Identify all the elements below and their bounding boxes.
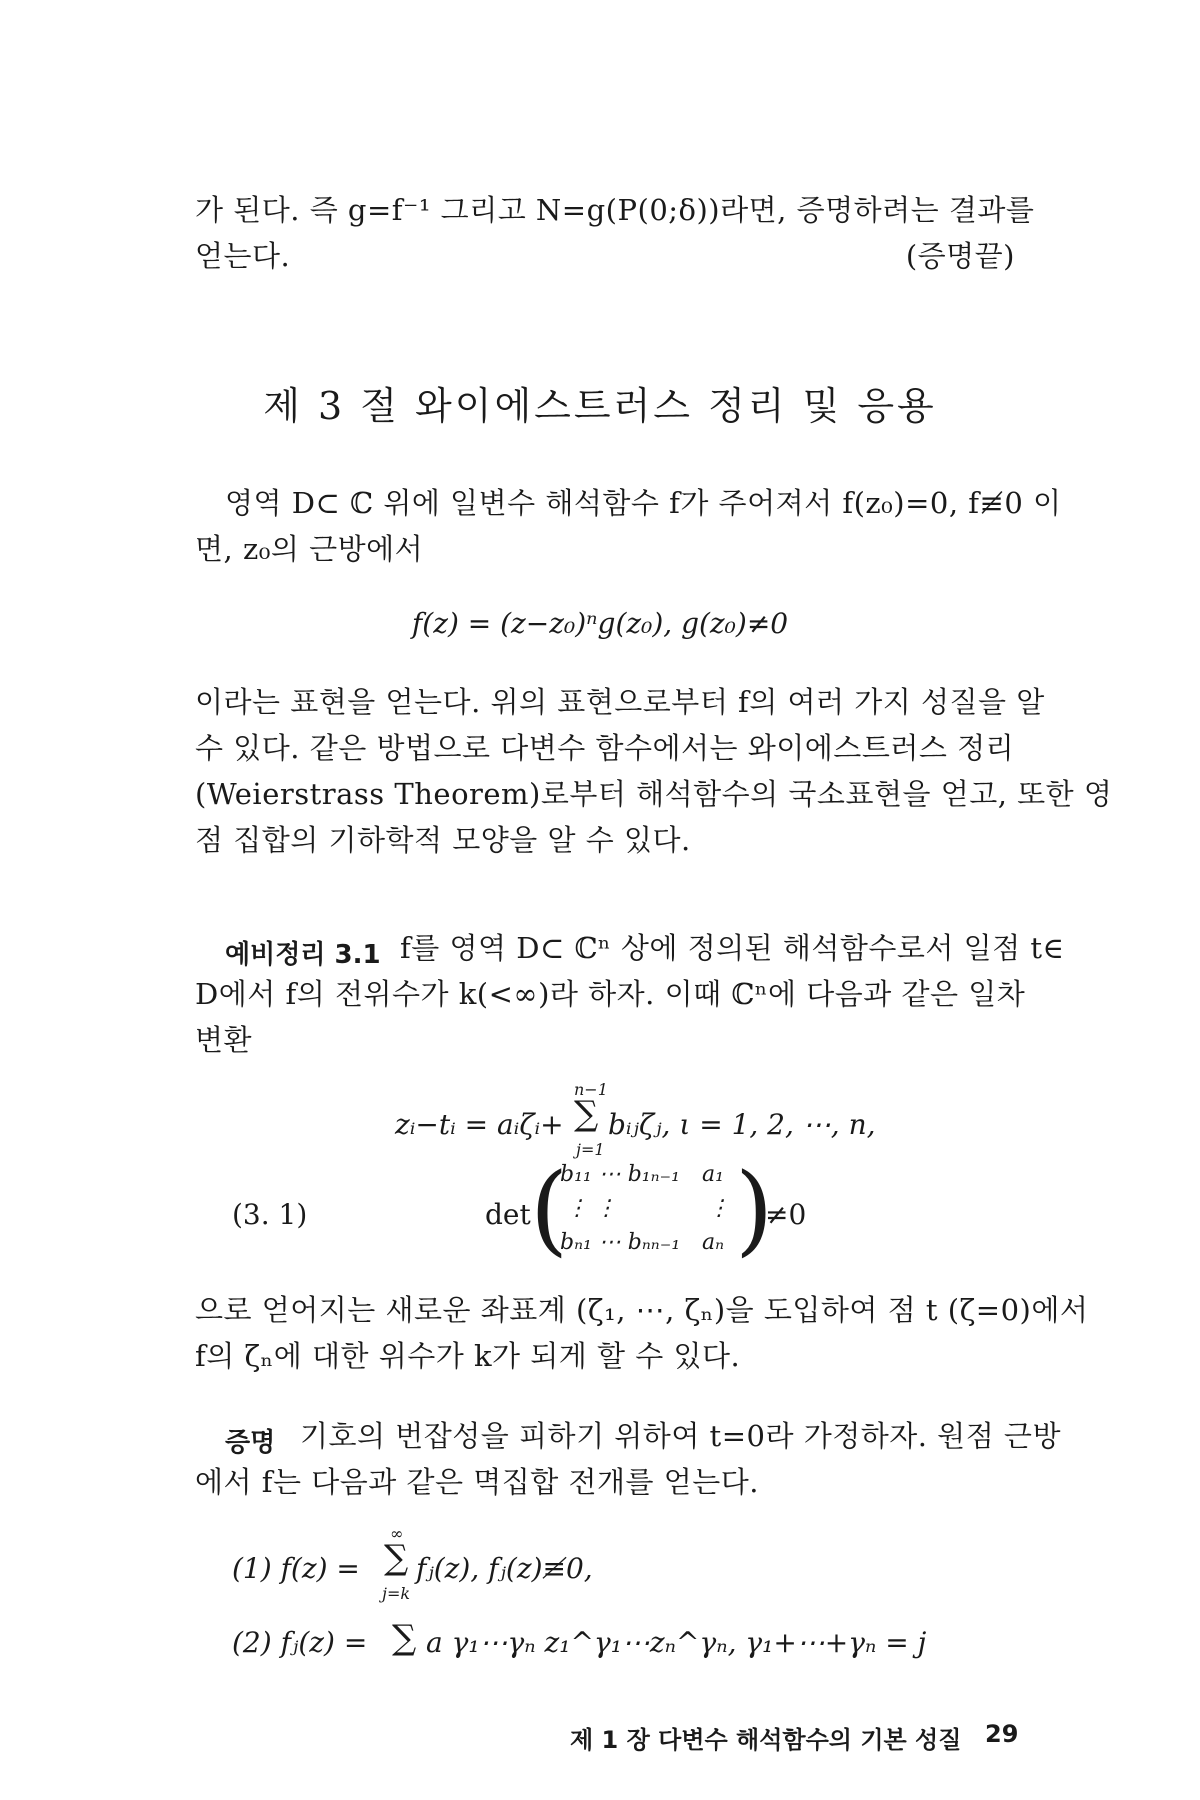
det-condition: ≠0 — [765, 1198, 807, 1231]
qed-marker: (증명끝) — [905, 239, 1015, 273]
sum-upper-limit: n−1 — [574, 1080, 608, 1099]
text-line: 수 있다. 같은 방법으로 다변수 함수에서는 와이에스트러스 정리 — [195, 731, 1015, 765]
text-line: 얻는다. — [195, 239, 291, 273]
sum-upper-limit: ∞ — [390, 1524, 404, 1543]
det-label: det — [485, 1198, 531, 1231]
left-paren: ( — [530, 1153, 569, 1267]
matrix-cell: ⋮ — [708, 1196, 730, 1221]
text-line: 으로 얻어지는 새로운 좌표계 (ζ₁, ⋯, ζₙ)을 도입하여 점 t (ζ=0)에서 — [195, 1293, 1089, 1327]
text-line: 기호의 번잡성을 피하기 위하여 t=0라 가정하자. 원점 근방 — [300, 1419, 1061, 1453]
matrix-cell: a₁ — [702, 1162, 724, 1187]
text-line: f를 영역 D⊂ ℂⁿ 상에 정의된 해석함수로서 일점 t∈ — [400, 931, 1065, 965]
section-heading: 제 3 절 와이에스트러스 정리 및 응용 — [263, 384, 937, 428]
equation-right: fⱼ(z), fⱼ(z)≢0, — [416, 1552, 593, 1585]
text-line: 영역 D⊂ ℂ 위에 일변수 해석함수 f가 주어져서 f(z₀)=0, f≢0 이 — [225, 486, 1062, 520]
lemma-label: 예비정리 3.1 — [225, 940, 381, 970]
text-line: 에서 f는 다음과 같은 멱집합 전개를 얻는다. — [195, 1465, 759, 1499]
proof-label: 증명 — [225, 1428, 276, 1458]
equation-left: (2) fⱼ(z) = — [232, 1626, 368, 1659]
page-number: 29 — [985, 1720, 1019, 1748]
equation-right: a γ₁⋯γₙ z₁^γ₁⋯zₙ^γₙ, γ₁+⋯+γₙ = j — [426, 1626, 927, 1659]
sum-symbol: ∑ — [384, 1538, 409, 1578]
text-line: 가 된다. 즉 g=f⁻¹ 그리고 N=g(P(0;δ))라면, 증명하려는 결과를 — [195, 193, 1035, 227]
sum-lower-limit: j=1 — [576, 1140, 605, 1159]
sum-symbol: ∑ — [392, 1618, 417, 1658]
text-line: 이라는 표현을 얻는다. 위의 표현으로부터 f의 여러 가지 성질을 알 — [195, 685, 1045, 719]
equation: f(z) = (z−z₀)ⁿg(z₀), g(z₀)≠0 — [411, 607, 789, 640]
matrix-cell: ⋮ ⋮ — [566, 1196, 617, 1221]
matrix-cell: bₙ₁ ⋯ bₙₙ₋₁ — [560, 1230, 681, 1255]
sum-lower-limit: j=k — [382, 1584, 411, 1603]
matrix-cell: aₙ — [702, 1230, 725, 1255]
equation-left: (1) f(z) = — [232, 1552, 360, 1585]
text-line: 면, z₀의 근방에서 — [195, 532, 424, 566]
sum-symbol: ∑ — [574, 1094, 599, 1134]
text-line: (Weierstrass Theorem)로부터 해석함수의 국소표현을 얻고, 또한 영 — [195, 777, 1113, 811]
equation-left: zᵢ−tᵢ = aᵢζᵢ+ — [395, 1108, 564, 1141]
equation-number: (3. 1) — [232, 1198, 308, 1231]
text-line: 변환 — [195, 1023, 253, 1057]
text-line: D에서 f의 전위수가 k(<∞)라 하자. 이때 ℂⁿ에 다음과 같은 일차 — [195, 977, 1026, 1011]
text-line: 점 집합의 기하학적 모양을 알 수 있다. — [195, 823, 691, 857]
equation-right: bᵢⱼζⱼ, ι = 1, 2, ⋯, n, — [608, 1108, 876, 1141]
right-paren: ) — [735, 1153, 774, 1267]
matrix-cell: b₁₁ ⋯ b₁ₙ₋₁ — [560, 1162, 680, 1187]
text-line: f의 ζₙ에 대한 위수가 k가 되게 할 수 있다. — [195, 1339, 741, 1373]
running-footer: 제 1 장 다변수 해석함수의 기본 성질 — [570, 1726, 962, 1754]
